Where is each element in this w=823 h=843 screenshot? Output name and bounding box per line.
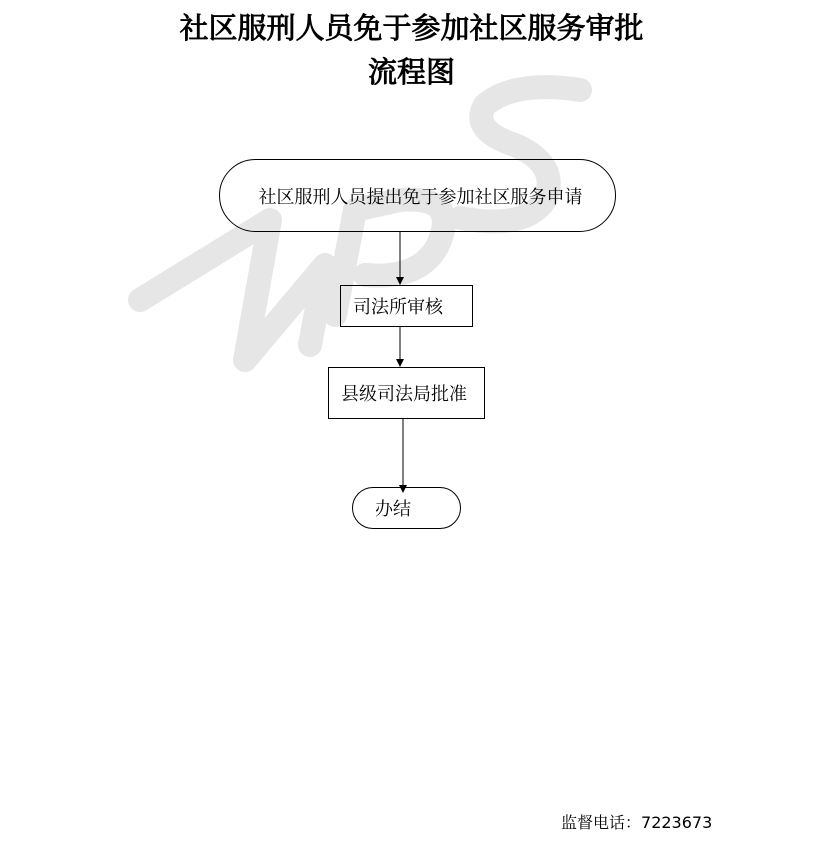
flow-step-review-label: 司法所审核 [353,297,443,318]
flow-start-label: 社区服刑人员提出免于参加社区服务申请 [258,186,583,208]
flow-end-terminator [352,487,461,529]
flow-step-approve [328,367,485,419]
flow-start-terminator [219,159,616,232]
hotline-label: 监督电话： [561,813,642,832]
supervision-hotline [561,810,712,833]
flow-end-label: 办结 [375,499,411,520]
page-title: 社区服刑人员免于参加社区服务审批 [179,11,644,45]
flow-step-approve-label: 县级司法局批准 [341,384,467,405]
page-subtitle: 流程图 [367,55,455,89]
hotline-number: 7223673 [641,813,713,832]
flow-step-review [340,285,473,327]
